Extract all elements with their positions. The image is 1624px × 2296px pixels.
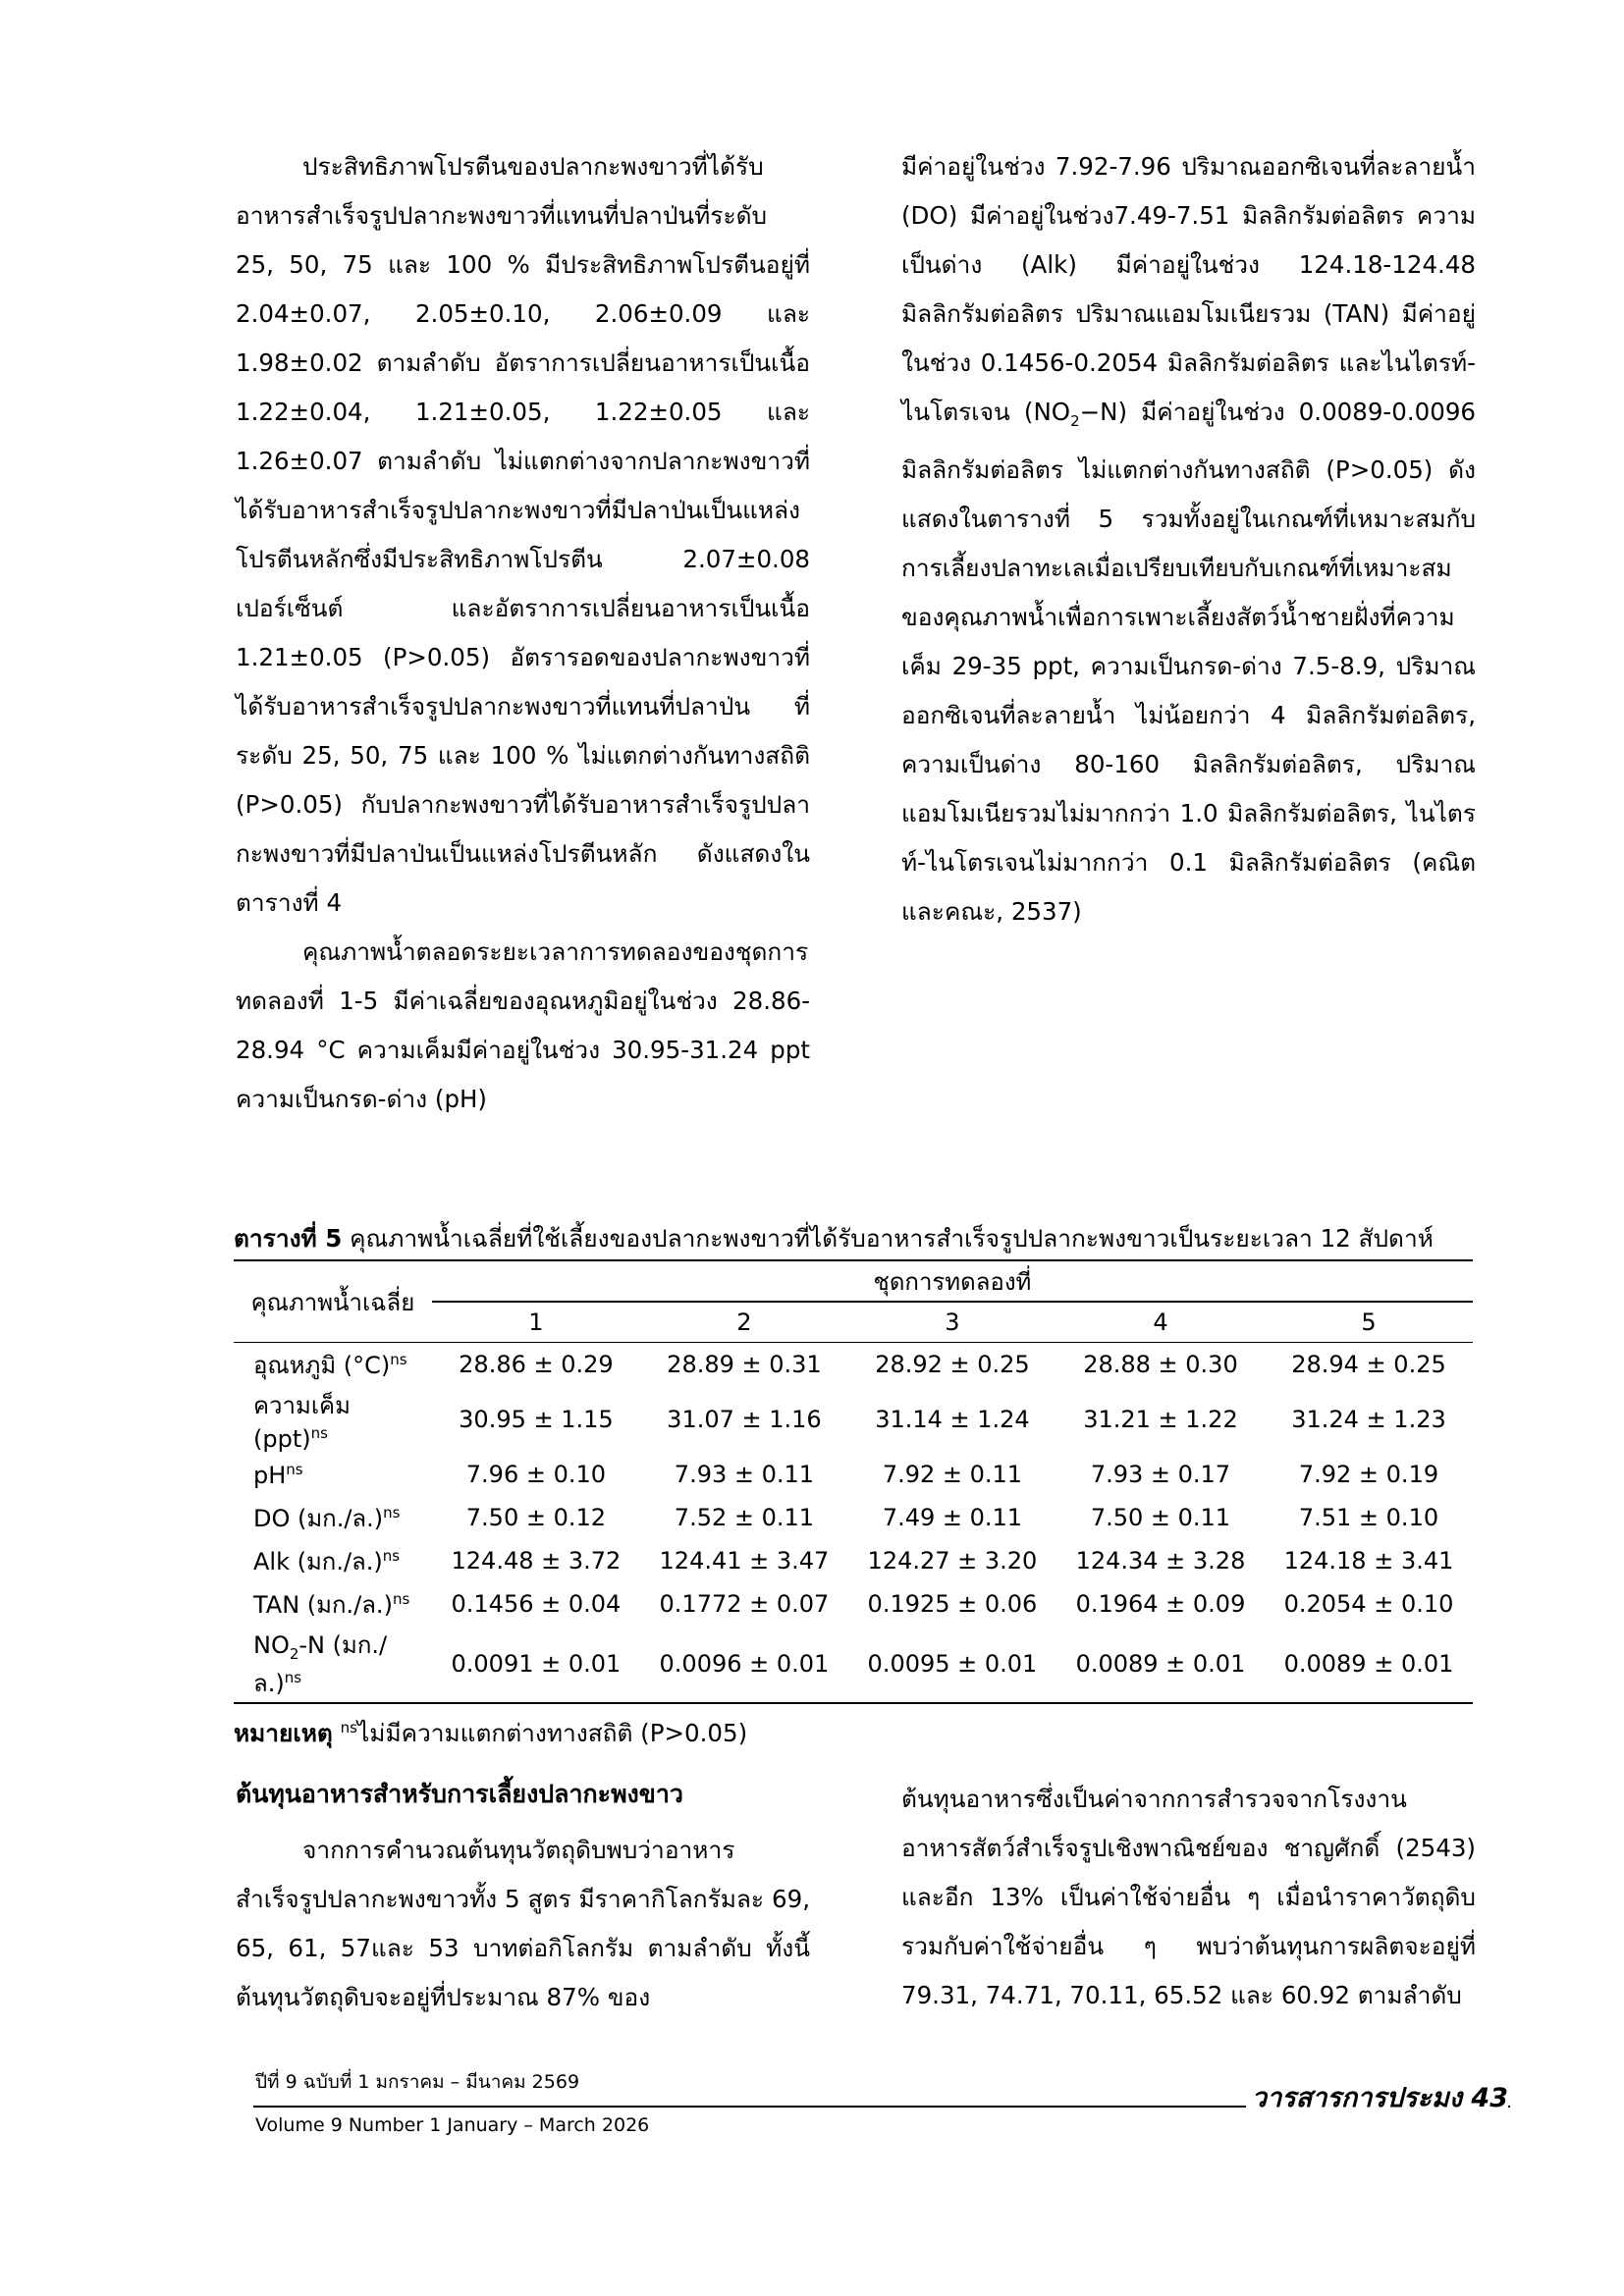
column-header: 4: [1056, 1302, 1265, 1343]
row-label-text: Alk (มก./ล.): [253, 1547, 383, 1575]
table-cell: 7.92 ± 0.11: [882, 1461, 1023, 1488]
table-caption-label: ตารางที่ 5: [234, 1224, 343, 1253]
water-quality-continued-paragraph: [901, 142, 1476, 936]
column-header: 1: [432, 1302, 640, 1343]
table-row: [234, 1626, 1473, 1703]
table-cell: 31.24 ± 1.23: [1291, 1406, 1446, 1433]
table-cell: 124.34 ± 3.28: [1075, 1547, 1246, 1575]
table-row: [234, 1343, 1473, 1387]
row-label-text: pH: [253, 1461, 287, 1489]
row-label: [234, 1386, 432, 1453]
table-row: [234, 1496, 1473, 1539]
paragraph-part-a: มีค่าอยู่ในช่วง 7.92-7.96 ปริมาณออกซิเจนที่ละลายน้ำ (DO) มีค่าอยู่ในช่วง7.49-7.51 มิลลิกรัมต่อลิตร ความเป็นด่าง (Alk) มีค่าอยู่ในช่วง 124.18-124.48 มิลลิกรัมต่อลิตร ปริมาณแอมโมเนียรวม (TAN) มีค่าอยู่ในช่วง 0.1456-0.2054 มิลลิกรัมต่อลิตร และไนไตรท์-ไนโตรเจน (NO: [901, 152, 1476, 426]
table-cell: 7.93 ± 0.11: [674, 1461, 815, 1488]
water-quality-paragraph: คุณภาพน้ำตลอดระยะเวลาการทดลองของชุดการทดลองที่ 1-5 มีค่าเฉลี่ยของอุณหภูมิอยู่ในช่วง 28.86-28.94 °C ความเค็มมีค่าอยู่ในช่วง 30.95-31.24 ppt ความเป็นกรด-ด่าง (pH): [236, 937, 810, 1113]
table-cell: 124.27 ± 3.20: [867, 1547, 1038, 1575]
table-caption-text: คุณภาพน้ำเฉลี่ยที่ใช้เลี้ยงของปลากะพงขาวที่ได้รับอาหารสำเร็จรูปปลากะพงขาวเป็นระยะเวลา 12 สัปดาห์: [342, 1224, 1434, 1253]
ns-mark: ns: [286, 1460, 303, 1478]
cost-paragraph-left: จากการคำนวณต้นทุนวัตถุดิบพบว่าอาหารสำเร็จรูปปลากะพงขาวทั้ง 5 สูตร มีราคากิโลกรัมละ 69, 65, 61, 57และ 53 บาทต่อกิโลกรัม ตามลำดับ ทั้งนี้ต้นทุนวัตถุดิบจะอยู่ที่ประมาณ 87% ของ: [236, 1836, 810, 2011]
table-cell: 28.88 ± 0.30: [1083, 1351, 1238, 1378]
row-label: [234, 1582, 432, 1626]
table-cell: 30.95 ± 1.15: [459, 1406, 614, 1433]
ns-mark: ns: [392, 1589, 410, 1608]
row-label-text: DO (มก./ล.): [253, 1504, 384, 1532]
table-row: [234, 1453, 1473, 1496]
row-label-text: อุณหภูมิ (°C): [253, 1351, 391, 1379]
row-label: [234, 1343, 432, 1387]
table-caption: [234, 1222, 1473, 1255]
cost-right-column: [901, 1775, 1476, 2020]
table-cell: 7.50 ± 0.11: [1090, 1504, 1231, 1531]
row-label: [234, 1496, 432, 1539]
ns-mark: ns: [382, 1546, 401, 1565]
table-cell: 0.1925 ± 0.06: [867, 1590, 1038, 1618]
table-cell: 0.2054 ± 0.10: [1283, 1590, 1454, 1618]
table-cell: 0.1772 ± 0.07: [659, 1590, 830, 1618]
left-text-column: [236, 142, 810, 1124]
table-cell: 0.1964 ± 0.09: [1075, 1590, 1246, 1618]
table-cell: 124.18 ± 3.41: [1283, 1547, 1454, 1575]
ns-mark: ns: [383, 1503, 401, 1522]
row-label-text: -N (มก./ล.): [253, 1631, 388, 1697]
table-note: [234, 1708, 1473, 1753]
table-cell: 0.0089 ± 0.01: [1265, 1626, 1473, 1703]
row-header: คุณภาพน้ำเฉลี่ย: [234, 1260, 432, 1343]
table-cell: 7.96 ± 0.10: [465, 1461, 607, 1488]
ns-mark: ns: [310, 1424, 328, 1442]
table-cell: 7.50 ± 0.12: [465, 1504, 607, 1531]
row-label-text: TAN (มก./ล.): [253, 1590, 393, 1619]
table-note-text: ไม่มีความแตกต่างทางสถิติ (P>0.05): [356, 1719, 748, 1748]
table-cell: 7.92 ± 0.19: [1298, 1461, 1439, 1488]
water-quality-table: [234, 1259, 1473, 1704]
table-cell: 7.52 ± 0.11: [674, 1504, 815, 1531]
ns-mark: ns: [390, 1350, 407, 1368]
table-cell: 0.1456 ± 0.04: [451, 1590, 622, 1618]
table-cell: 124.41 ± 3.47: [659, 1547, 830, 1575]
table-row: [234, 1386, 1473, 1453]
column-header: 3: [848, 1302, 1056, 1343]
cost-left-column: [236, 1826, 810, 2022]
footer-issue-english: Volume 9 Number 1 January – March 2026: [255, 2114, 650, 2136]
table-cell: 124.48 ± 3.72: [451, 1547, 622, 1575]
row-label: [234, 1626, 432, 1703]
table-cell: 0.0089 ± 0.01: [1056, 1626, 1265, 1703]
table-cell: 28.92 ± 0.25: [875, 1351, 1030, 1378]
ns-mark: ns: [284, 1669, 302, 1686]
table-cell: 7.51 ± 0.10: [1298, 1504, 1439, 1531]
cost-paragraph-right: ต้นทุนอาหารซึ่งเป็นค่าจากการสำรวจจากโรงงานอาหารสัตว์สำเร็จรูปเชิงพาณิชย์ของ ชาญศักดิ์ (2543) และอีก 13% เป็นค่าใช้จ่ายอื่น ๆ เมื่อนำราคาวัตถุดิบรวมกับค่าใช้จ่ายอื่น ๆ พบว่าต้นทุนการผลิตจะอยู่ที่ 79.31, 74.71, 70.11, 65.52 และ 60.92 ตามลำดับ: [901, 1785, 1476, 2009]
table-cell: 31.07 ± 1.16: [667, 1406, 822, 1433]
right-text-column: [901, 142, 1476, 936]
table-cell: 0.0091 ± 0.01: [432, 1626, 640, 1703]
group-header: ชุดการทดลองที่: [432, 1260, 1473, 1302]
footer-issue-thai: ปีที่ 9 ฉบับที่ 1 มกราคม – มีนาคม 2569: [255, 2071, 580, 2093]
subscript: 2: [289, 1644, 299, 1663]
protein-efficiency-paragraph: ประสิทธิภาพโปรตีนของปลากะพงขาวที่ได้รับอาหารสำเร็จรูปปลากะพงขาวที่แทนที่ปลาป่นที่ระดับ 25, 50, 75 และ 100 % มีประสิทธิภาพโปรตีนอยู่ที่ 2.04±0.07, 2.05±0.10, 2.06±0.09 และ 1.98±0.02 ตามลำดับ อัตราการเปลี่ยนอาหารเป็นเนื้อ 1.22±0.04, 1.21±0.05, 1.22±0.05 และ 1.26±0.07 ตามลำดับ ไม่แตกต่างจากปลากะพงขาวที่ได้รับอาหารสำเร็จรูปปลากะพงขาวที่มีปลาป่นเป็นแหล่งโปรตีนหลักซึ่งมีประสิทธิภาพโปรตีน 2.07±0.08 เปอร์เซ็นต์ และอัตราการเปลี่ยนอาหารเป็นเนื้อ 1.21±0.05 (P>0.05) อัตรารอดของปลากะพงขาวที่ได้รับอาหารสำเร็จรูปปลากะพงขาวที่แทนที่ปลาป่น ที่ระดับ 25, 50, 75 และ 100 % ไม่แตกต่างกันทางสถิติ (P>0.05) กับปลากะพงขาวที่ได้รับอาหารสำเร็จรูปปลากะพงขาวที่มีปลาป่นเป็นแหล่งโปรตีนหลัก ดังแสดงในตารางที่ 4: [236, 152, 810, 917]
table-cell: 28.86 ± 0.29: [459, 1351, 614, 1378]
table-cell: 28.94 ± 0.25: [1291, 1351, 1446, 1378]
table-cell: 0.0096 ± 0.01: [640, 1626, 848, 1703]
section-heading: ต้นทุนอาหารสำหรับการเลี้ยงปลากะพงขาว: [236, 1780, 683, 1808]
table-row: [234, 1539, 1473, 1582]
column-header: 2: [640, 1302, 848, 1343]
table-cell: 0.0095 ± 0.01: [848, 1626, 1056, 1703]
table-note-ns: ns: [340, 1719, 357, 1736]
table-cell: 7.49 ± 0.11: [882, 1504, 1023, 1531]
table-row: [234, 1582, 1473, 1626]
row-label-text: NO: [253, 1631, 290, 1659]
table-cell: 7.93 ± 0.17: [1090, 1461, 1231, 1488]
table-cell: 28.89 ± 0.31: [667, 1351, 822, 1378]
row-label-text: ความเค็ม (ppt): [253, 1392, 351, 1453]
no2-subscript: 2: [1070, 411, 1080, 430]
table-cell: 31.14 ± 1.24: [875, 1406, 1030, 1433]
column-header: 5: [1265, 1302, 1473, 1343]
paragraph-part-b: −N) มีค่าอยู่ในช่วง 0.0089-0.0096 มิลลิกรัมต่อลิตร ไม่แตกต่างกันทางสถิติ (P>0.05) ดังแสดงในตารางที่ 5 รวมทั้งอยู่ในเกณฑ์ที่เหมาะสมกับการเลี้ยงปลาทะเลเมื่อเปรียบเทียบกับเกณฑ์ที่เหมาะสมของคุณภาพน้ำเพื่อการเพาะเลี้ยงสัตว์น้ำชายฝั่งที่ความเค็ม 29-35 ppt, ความเป็นกรด-ด่าง 7.5-8.9, ปริมาณออกซิเจนที่ละลายน้ำ ไม่น้อยกว่า 4 มิลลิกรัมต่อลิตร, ความเป็นด่าง 80-160 มิลลิกรัมต่อลิตร, ปริมาณแอมโมเนียรวมไม่มากกว่า 1.0 มิลลิกรัมต่อลิตร, ไนไตรท์-ไนโตรเจนไม่มากกว่า 0.1 มิลลิกรัมต่อลิตร (คณิต และคณะ, 2537): [901, 398, 1476, 926]
table-5-block: [234, 1222, 1473, 1753]
table-cell: 31.21 ± 1.22: [1083, 1406, 1238, 1433]
footer-journal-page: วารสารการประมง 43: [1246, 2079, 1508, 2118]
table-note-label: หมายเหตุ: [234, 1719, 333, 1748]
row-label: [234, 1539, 432, 1582]
row-label: [234, 1453, 432, 1496]
